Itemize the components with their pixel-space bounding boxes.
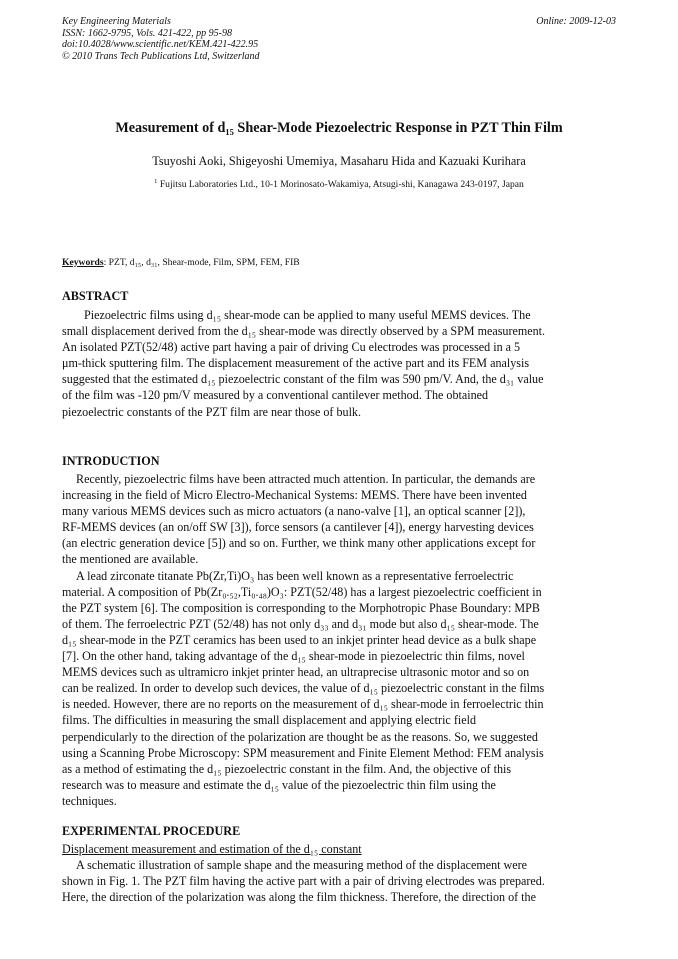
text-line: Recently, piezoelectric films have been attracted much attention. In particular, the demands are	[76, 472, 536, 486]
text-line: RF-MEMS devices (an on/off SW [3]), force sensors (a cantilever [4]), energy harvesting devices	[62, 520, 534, 535]
journal-header	[62, 16, 616, 62]
introduction-heading: INTRODUCTION	[62, 454, 160, 468]
text-line: the PZT system [6]. The composition is corresponding to the Morphotropic Phase Boundary: MPB	[62, 600, 540, 615]
keywords	[62, 257, 616, 268]
text-line: many various MEMS devices such as micro actuators (a nano-valve [1], an optical scanner [2]),	[62, 504, 526, 519]
header-copyright-line: © 2010 Trans Tech Publications Ltd, Switzerland	[62, 50, 260, 62]
text-line: piezoelectric constants of the PZT film are near those of bulk.	[62, 404, 361, 419]
header-issn-line: ISSN: 1662-9795, Vols. 421-422, pp 95-98	[62, 27, 232, 39]
text-line: techniques.	[62, 793, 117, 808]
text-line: μm-thick sputtering film. The displacement measurement of the active part and its FEM analysis	[62, 356, 530, 371]
text-line: suggested that the estimated d₁₅ piezoelectric constant of the film was 590 pm/V. And, the d₃₁ value	[62, 372, 544, 387]
text-line: d₁₅ shear-mode in the PZT ceramics has been used to an inkjet printer head device as a bulk shape	[62, 632, 537, 647]
text-line: can be realized. In order to develop such devices, the value of d₁₅ piezoelectric constant in the films	[62, 681, 545, 696]
abstract-heading: ABSTRACT	[62, 289, 129, 303]
text-line: Piezoelectric films using d₁₅ shear-mode can be applied to many useful MEMS devices. The	[84, 308, 531, 322]
affiliation-text: Fujitsu Laboratories Ltd., 10-1 Morinosato-Wakamiya, Atsugi-shi, Kanagawa 243-0197, Japan	[159, 179, 524, 191]
keywords-text: : PZT, d₁₅, d₃₁, Shear-mode, Film, SPM, FEM, FIB	[103, 257, 300, 268]
header-journal-line: Key Engineering Materials	[62, 16, 171, 27]
text-line: shown in Fig. 1. The PZT film having the active part with a pair of driving electrodes was prepared.	[62, 874, 545, 889]
keywords-label: Keywords	[62, 257, 104, 268]
paper-affiliation	[62, 178, 616, 190]
text-line: perpendicularly to the direction of the polarization are thought be as the reasons. So, we suggested	[62, 729, 538, 744]
paper-title: Measurement of d₁₅ Shear-Mode Piezoelectric Response in PZT Thin Film	[115, 120, 563, 136]
experimental-text	[62, 857, 614, 905]
text-line: as a method of estimating the d₁₅ piezoelectric constant in the film. And, the objective of this	[62, 761, 512, 776]
experimental-subheading: Displacement measurement and estimation of the d₁₅ constant	[62, 842, 362, 856]
experimental-heading: EXPERIMENTAL PROCEDURE	[62, 824, 241, 838]
text-line: research was to measure and estimate the d₁₅ value of the piezoelectric thin film using the	[62, 777, 496, 792]
text-line: is needed. However, there are no reports on the measurement of d₁₅ shear-mode in ferroelectric thin	[62, 697, 544, 712]
text-line: material. A composition of Pb(Zr₀.₅₂,Ti₀.₄₈)O₃: PZT(52/48) has a largest piezoelectric coefficient in	[62, 584, 542, 599]
text-line: A lead zirconate titanate Pb(Zr,Ti)O₃ has been well known as a representative ferroelectric	[76, 568, 514, 583]
abstract-text	[62, 307, 614, 420]
text-line: small displacement derived from the d₁₅ shear-mode was directly observed by a SPM measurement.	[62, 324, 546, 339]
text-line: films. The difficulties in measuring the small displacement and applying electric field	[62, 713, 476, 728]
text-line: using a Scanning Probe Microscopy: SPM measurement and Finite Element Method: FEM analysis	[62, 745, 544, 760]
text-line: increasing in the field of Micro Electro-Mechanical Systems: MEMS. There have been invented	[62, 488, 527, 503]
text-line: MEMS devices such as ultramicro inkjet printer head, an ultraprecise ultrasonic motor and so on	[62, 665, 530, 680]
introduction-text	[62, 471, 614, 809]
text-line: An isolated PZT(52/48) active part having a pair of driving Cu electrodes was processed in a 5	[62, 340, 521, 355]
paper-authors: Tsuyoshi Aoki, Shigeyoshi Umemiya, Masaharu Hida and Kazuaki Kurihara	[152, 154, 526, 168]
text-line: [7]. On the other hand, taking advantage of the d₁₅ shear-mode in piezoelectric thin films, novel	[62, 649, 525, 664]
text-line: of them. The ferroelectric PZT (52/48) has not only d₃₃ and d₃₁ mode but also d₁₅ shear-mode. The	[62, 616, 539, 631]
text-line: the mentioned are available.	[62, 552, 199, 567]
text-line: A schematic illustration of sample shape and the measuring method of the displacement were	[76, 858, 528, 872]
text-line: of the film was -120 pm/V measured by a conventional cantilever method. The obtained	[62, 388, 489, 403]
header-online-date: Online: 2009-12-03	[536, 16, 616, 27]
text-line: Here, the direction of the polarization was along the film thickness. Therefore, the direction of the	[62, 890, 536, 905]
affiliation-marker: 1	[154, 178, 158, 185]
header-doi-line: doi:10.4028/www.scientific.net/KEM.421-422.95	[62, 39, 259, 50]
text-line: (an electric generation device [5]) and so on. Further, we think many other applications except for	[62, 536, 536, 551]
